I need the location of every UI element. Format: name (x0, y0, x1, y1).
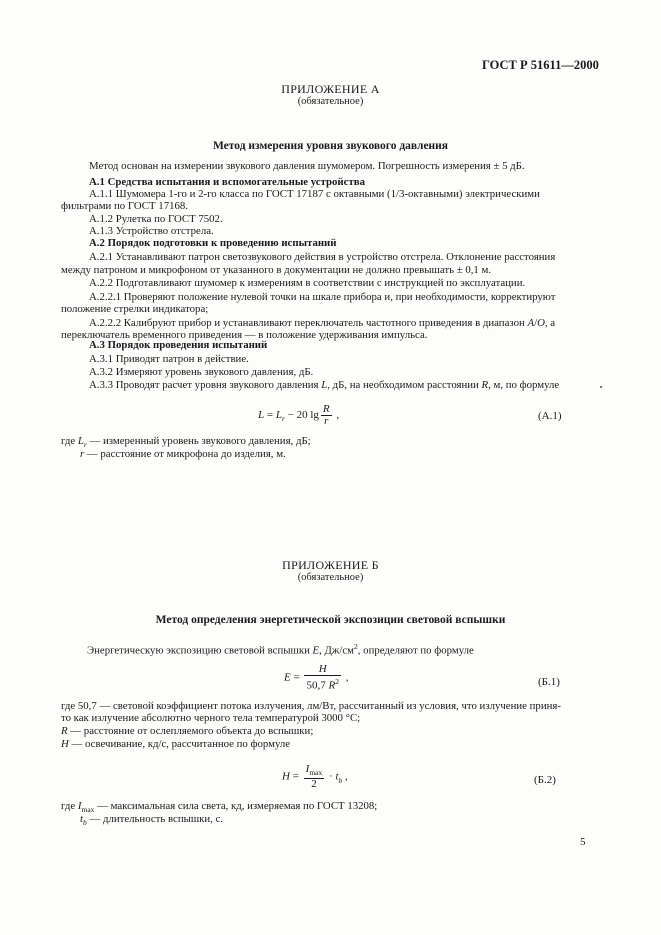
where-b2-line1: где $I_{max}$ — максимальная сила света, кд, измеряемая по ГОСТ 13208; (61, 800, 378, 815)
item-a2-2-1-line1: А.2.2.1 Проверяют положение нулевой точки на шкале прибора и, при необходимости, корректируют (89, 291, 556, 303)
item-a2-2-2-line1: А.2.2.2 Калибруют прибор и устанавливают переключатель частотного приведения в диапазон А/О, а (89, 317, 556, 329)
item-a1-2: А.1.2 Рулетка по ГОСТ 7502. (89, 213, 223, 225)
appendix-a-subtitle: (обязательное) (297, 96, 364, 107)
formula-b1-number: (Б.1) (538, 676, 560, 688)
section-a1-title: А.1 Средства испытания и вспомогательные устройства (89, 176, 365, 188)
appendix-b-subtitle: (обязательное) (297, 572, 364, 583)
where-b1-line2: то как излучение абсолютно черного тела температурой 3000 °С; (61, 712, 361, 724)
formula-a1-number: (А.1) (538, 410, 562, 422)
appendix-a-intro: Метод основан на измерении звукового давления шумомером. Погрешность измерения ± 5 дБ. (89, 160, 525, 172)
where-b1-line4: H — освечивание, кд/с, рассчитанное по формуле (61, 738, 291, 750)
where-b1-line1: где 50,7 — световой коэффициент потока излучения, лм/Вт, рассчитанный из условия, что излучение приня- (61, 700, 561, 712)
item-a2-1-line2: между патроном и микрофоном от указанного в документации не должно превышать ± 0,1 м. (61, 264, 492, 276)
formula-a1: $L = L_r - 20$ lg $\frac{R}{r}$ , (258, 403, 340, 427)
appendix-b-heading: Метод определения энергетической экспозиции световой вспышки (155, 614, 506, 626)
item-a2-1-line1: А.2.1 Устанавливают патрон светозвукового действия в устройство отстрела. Отклонение расстояния (89, 251, 556, 263)
item-a2-2-2-line2: переключатель временного приведения — в положение удерживания импульса. (61, 329, 428, 341)
formula-b2-number: (Б.2) (534, 774, 556, 786)
item-a1-1-line2: фильтрами по ГОСТ 17168. (61, 200, 188, 212)
where-a1-line2: r — расстояние от микрофона до изделия, м. (80, 448, 286, 460)
document-code: ГОСТ Р 51611—2000 (482, 58, 599, 72)
where-b2-line2: $t_b$ — длительность вспышки, с. (80, 813, 224, 828)
appendix-b-intro: Энергетическую экспозицию световой вспышки E, $Дж/см^2$, определяют по формуле (87, 642, 474, 657)
item-a1-1-line1: А.1.1 Шумомера 1-го и 2-го класса по ГОСТ 17187 с октавными (1/3-октавными) электрическими (89, 188, 540, 200)
scan-speck (600, 386, 602, 388)
where-b1-line3: R — расстояние от ослепляемого объекта до вспышки; (61, 725, 314, 737)
formula-b2: H = $\frac{I_{max}}{2}$ · $t_b$ , (282, 763, 348, 791)
item-a2-2-1-line2: положение стрелки индикатора; (61, 303, 209, 315)
item-a3-1: А.3.1 Приводят патрон в действие. (89, 353, 249, 365)
item-a3-2: А.3.2 Измеряют уровень звукового давления, дБ. (89, 366, 314, 378)
page-number: 5 (580, 836, 586, 848)
appendix-b-title: ПРИЛОЖЕНИЕ Б (282, 558, 379, 572)
item-a3-3: А.3.3 Проводят расчет уровня звукового давления L, дБ, на необходимом расстоянии R, м, по формуле (89, 379, 560, 391)
appendix-a-heading: Метод измерения уровня звукового давления (212, 140, 449, 152)
item-a2-2: А.2.2 Подготавливают шумомер к измерениям в соответствии с инструкцией по эксплуатации. (89, 277, 526, 289)
section-a2-title: А.2 Порядок подготовки к проведению испытаний (89, 237, 337, 249)
section-a3-title: А.3 Порядок проведения испытаний (89, 339, 268, 351)
where-a1-line1: где $L_r$ — измеренный уровень звукового давления, дБ; (61, 435, 311, 450)
appendix-a-title: ПРИЛОЖЕНИЕ А (281, 82, 380, 96)
formula-b1: E = $\frac{H}{50,7 R^2}$ , (284, 663, 349, 692)
item-a1-3: А.1.3 Устройство отстрела. (89, 225, 214, 237)
